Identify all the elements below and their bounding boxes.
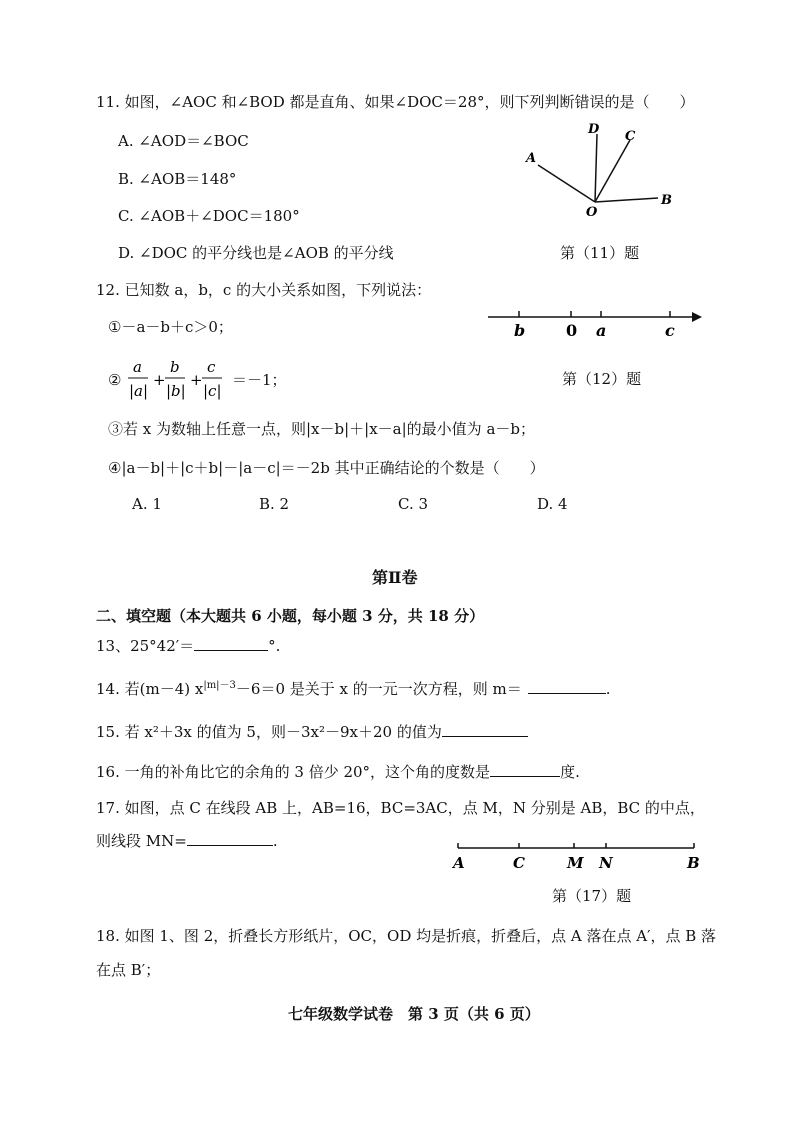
q17-answer-blank[interactable] xyxy=(187,831,273,846)
q12-statement-3: ③若 x 为数轴上任意一点，则|x－b|＋|x－a|的最小值为 a－b； xyxy=(108,420,535,438)
ray-od xyxy=(595,134,597,202)
q18-line-1: 18. 如图 1、图 2，折叠长方形纸片，OC，OD 均是折痕，折叠后，点 A 落在点 A′，点 B 落 xyxy=(96,927,717,945)
q17-figure-caption: 第（17）题 xyxy=(552,887,632,905)
svg-text:+: + xyxy=(190,371,203,389)
q16-prefix: 16. 一角的补角比它的余角的 3 倍少 20°，这个角的度数是 xyxy=(96,763,491,781)
q11-figure-caption: 第（11）题 xyxy=(560,244,640,262)
q16 xyxy=(96,762,580,782)
fill-in-header: 二、填空题（本大题共 6 小题，每小题 3 分，共 18 分） xyxy=(96,607,485,625)
q12-stem: 12. 已知数 a，b，c 的大小关系如图，下列说法： xyxy=(96,281,432,299)
page-footer: 七年级数学试卷 第 3 页（共 6 页） xyxy=(288,1005,540,1023)
q15-answer-blank[interactable] xyxy=(442,722,528,737)
q17-line-1: 17. 如图，点 C 在线段 AB 上，AB=16，BC=3AC，点 M，N 分别是 AB，BC 的中点， xyxy=(96,799,705,817)
seg-label-a: A xyxy=(453,854,465,872)
label-o: O xyxy=(586,205,598,220)
q13-suffix: °. xyxy=(268,637,281,655)
q12-s2-suffix: ＝－1； xyxy=(232,371,287,389)
q13-prefix: 13、25°42′＝ xyxy=(96,637,195,655)
q14-prefix: 14. 若(m－4) x xyxy=(96,680,204,698)
svg-text:a: a xyxy=(133,358,142,376)
q14-mid: －6＝0 是关于 x 的一元一次方程，则 m＝ xyxy=(235,680,522,698)
q17-segment-figure xyxy=(450,838,706,876)
q14-suffix: . xyxy=(605,680,611,698)
label-c: C xyxy=(625,129,636,144)
svg-text:c: c xyxy=(207,358,216,376)
q12-statement-1: ①－a－b＋c＞0； xyxy=(108,318,233,336)
label-a: A xyxy=(526,151,537,166)
q12-option-d: D. 4 xyxy=(537,495,568,513)
q12-option-c: C. 3 xyxy=(398,495,429,513)
section-title: 第Ⅱ卷 xyxy=(372,568,418,587)
q13-answer-blank[interactable] xyxy=(194,636,268,651)
axis-label-c: c xyxy=(665,321,675,340)
ray-oc xyxy=(595,140,630,202)
seg-label-n: N xyxy=(599,854,613,872)
q17-line-2 xyxy=(96,831,278,851)
svg-text:|c|: |c| xyxy=(203,382,222,400)
label-d: D xyxy=(588,122,600,137)
seg-label-b: B xyxy=(687,854,700,872)
q16-answer-blank[interactable] xyxy=(490,762,560,777)
q11-option-d: D. ∠DOC 的平分线也是∠AOB 的平分线 xyxy=(118,244,394,262)
ray-oa xyxy=(538,165,595,202)
seg-label-c: C xyxy=(513,854,525,872)
q11-option-c: C. ∠AOB＋∠DOC＝180° xyxy=(118,207,300,225)
q16-suffix: 度. xyxy=(560,763,580,781)
q18-line-2: 在点 B′； xyxy=(96,961,161,979)
q11-stem: 11. 如图，∠AOC 和∠BOD 都是直角、如果∠DOC＝28°，则下列判断错误的是（ ） xyxy=(96,93,695,111)
q13 xyxy=(96,636,280,656)
axis-label-a: a xyxy=(596,321,607,340)
q12-number-line xyxy=(486,302,706,342)
q12-statement-4: ④|a－b|＋|c＋b|－|a－c|＝－2b 其中正确结论的个数是（ ） xyxy=(108,459,545,477)
q15-prefix: 15. 若 x²＋3x 的值为 5，则－3x²－9x＋20 的值为 xyxy=(96,723,442,741)
svg-text:b: b xyxy=(170,358,180,376)
q11-angle-figure xyxy=(510,118,690,228)
axis-label-zero: 0 xyxy=(566,321,578,340)
q11-option-b: B. ∠AOB＝148° xyxy=(118,170,237,188)
q14-answer-blank[interactable] xyxy=(528,679,606,694)
svg-text:+: + xyxy=(153,371,166,389)
q14-exponent: |m|－3 xyxy=(203,680,236,691)
q12-s2-prefix: ② xyxy=(108,371,122,389)
axis-label-b: b xyxy=(514,321,526,340)
axis-arrow xyxy=(692,312,702,322)
q15 xyxy=(96,722,528,742)
q12-option-a: A. 1 xyxy=(132,495,162,513)
ray-ob xyxy=(595,198,658,202)
q14 xyxy=(96,676,611,699)
q17-line2-suffix: . xyxy=(272,832,278,850)
fraction-sum xyxy=(126,356,230,404)
q12-option-b: B. 2 xyxy=(259,495,290,513)
q17-line2-prefix: 则线段 MN= xyxy=(96,832,187,850)
q12-figure-caption: 第（12）题 xyxy=(562,370,642,388)
seg-label-m: M xyxy=(567,854,584,872)
svg-text:|b|: |b| xyxy=(166,382,186,400)
q11-option-a: A. ∠AOD＝∠BOC xyxy=(118,132,249,150)
svg-text:|a|: |a| xyxy=(129,382,149,400)
label-b: B xyxy=(661,193,672,208)
